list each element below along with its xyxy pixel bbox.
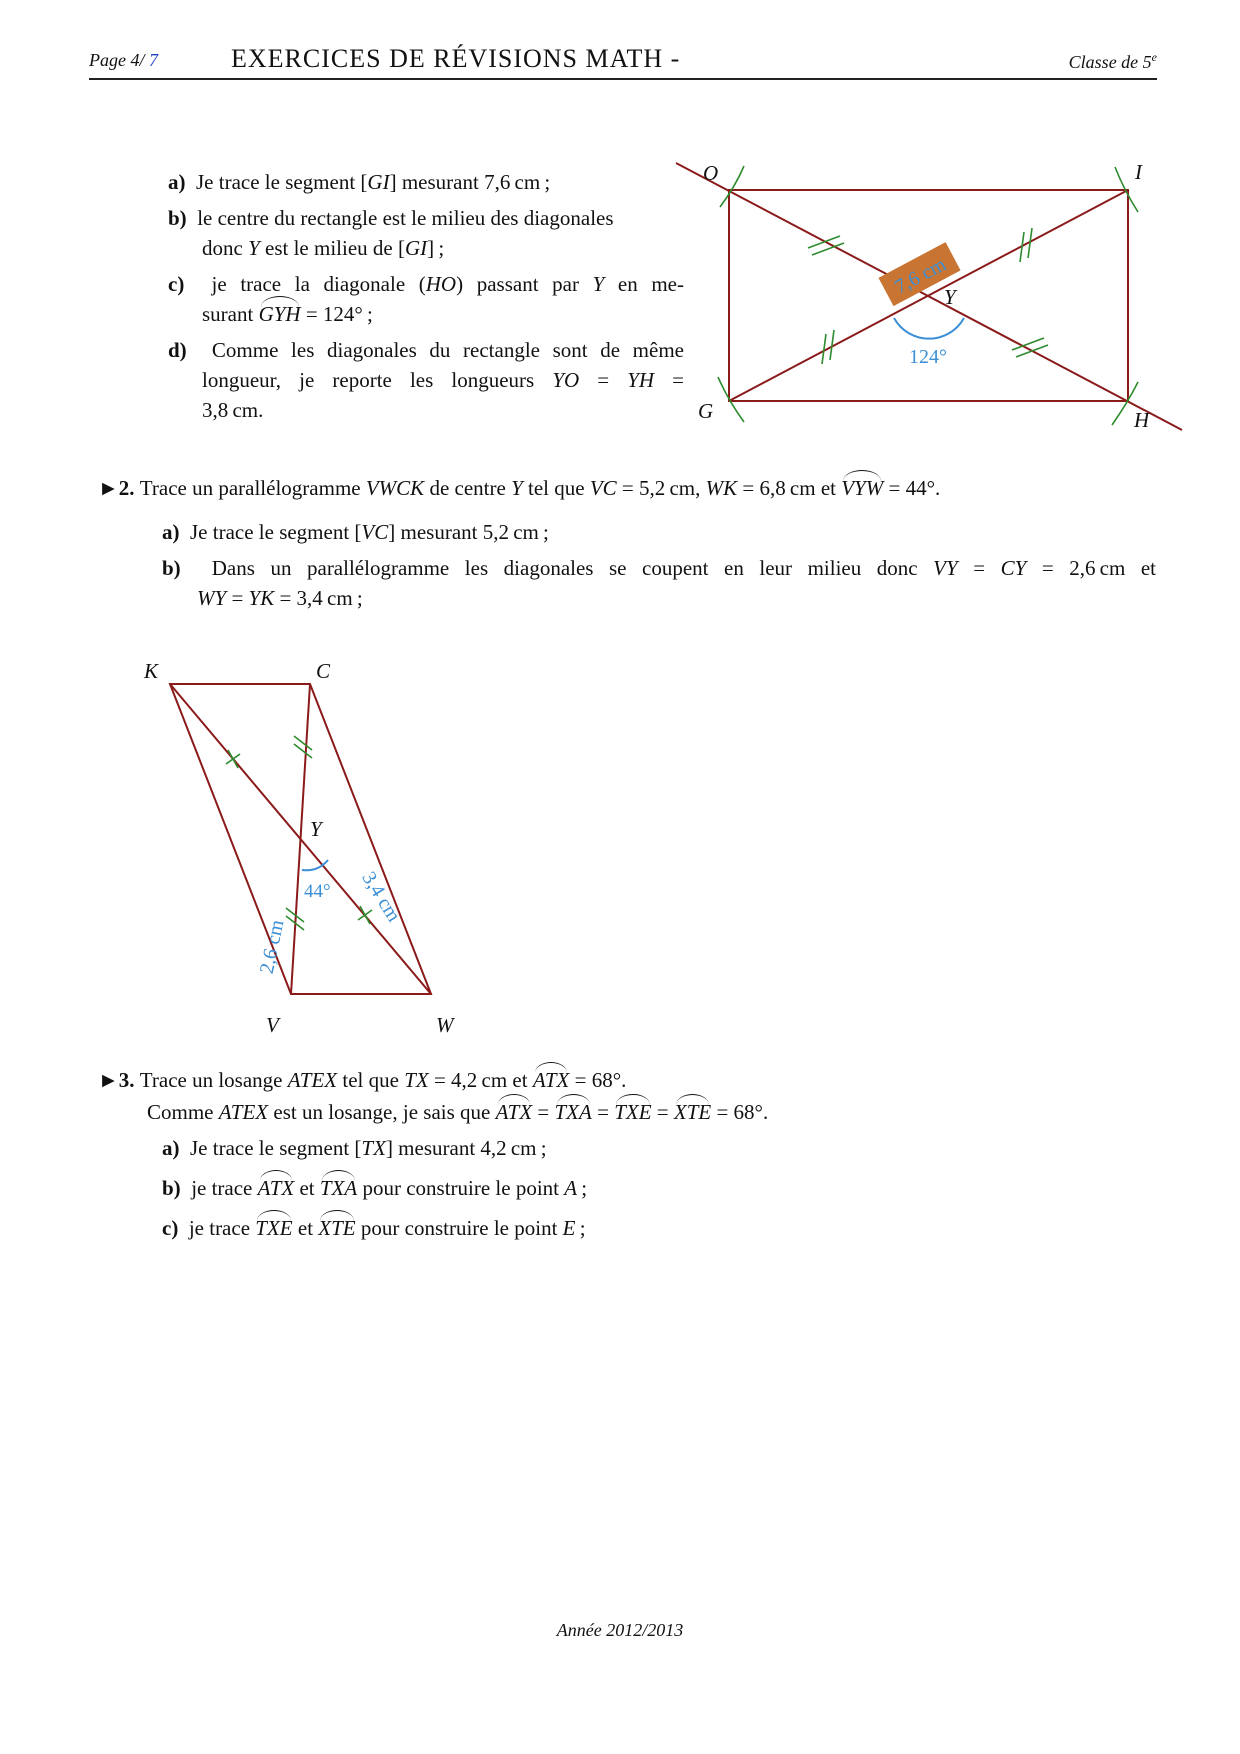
point-label-c: C [316,659,331,683]
document-title: EXERCICES DE RÉVISIONS MATH - [231,44,681,73]
angle-label-44: 44° [304,881,331,902]
list-item: a) Je trace le segment [GI] mesurant 7,6 cm ; [168,170,551,194]
parallelogram-figure [0,640,520,1040]
list-item-cont: WY = YK = 3,4 cm ; [197,586,363,610]
class-label: Classe de 5e [1068,50,1157,72]
list-item: a) Je trace le segment [TX] mesurant 4,2 cm ; [162,1136,547,1160]
list-item: b) le centre du rectangle est le milieu des diagonales [168,206,614,230]
list-item: c) je trace la diagonale (HO) passant par Y en me- [168,272,684,296]
list-item: a) Je trace le segment [VC] mesurant 5,2 cm ; [162,520,549,544]
section2-statement: ►2. Trace un parallélogramme VWCK de centre Y tel que VC = 5,2 cm, WK = 6,8 cm et VYW = 44°. [98,476,941,500]
point-label-y: Y [310,817,322,841]
list-item-cont: donc Y est le milieu de [GI] ; [202,236,445,260]
compass-arc-o [720,166,744,207]
list-item: d) Comme les diagonales du rectangle sont de même [168,338,684,362]
length-label-vy: 2,6 cm [255,917,289,976]
point-label-v: V [266,1013,279,1037]
point-label-h: H [1134,408,1150,432]
page-total-link[interactable]: 7 [149,50,158,70]
list-item: b) je trace ATX et TXA pour construire le point A ; [162,1176,588,1200]
diagonal-vc [291,684,310,994]
angle-arc-gyh [894,318,964,339]
section3-statement2: Comme ATEX est un losange, je sais que ATX = TXA = TXE = XTE = 68°. [147,1100,769,1124]
point-label-y: Y [944,285,956,309]
angle-label-124: 124° [909,346,947,368]
rectangle-figure [0,0,1240,460]
point-label-w: W [436,1013,454,1037]
angle-arc-vyw [302,860,328,870]
list-item-cont: surant GYH = 124° ; [202,302,373,326]
point-label-k: K [144,659,159,683]
list-item-cont: longueur, je reporte les longueurs YO = YH = [202,368,685,392]
page-number: Page 4/ 7 [89,50,158,70]
section3-statement: ►3. Trace un losange ATEX tel que TX = 4,2 cm et ATX = 68°. [98,1068,627,1092]
point-label-i: I [1135,160,1142,184]
tick-marks-cy [294,736,312,758]
list-item: c) je trace TXE et XTE pour construire le point E ; [162,1216,586,1240]
length-label-yw: 3,4 cm [357,867,405,926]
list-item-cont: 3,8 cm. [202,398,264,422]
point-label-g: G [698,399,714,423]
page-footer: Année 2012/2013 [556,1620,684,1640]
length-label-text: 7,6 cm [891,253,950,299]
point-label-o: O [703,161,719,185]
list-item: b) Dans un parallélogramme les diagonales se coupent en leur milieu donc VY = CY = 2,6 cm et [162,556,1157,580]
